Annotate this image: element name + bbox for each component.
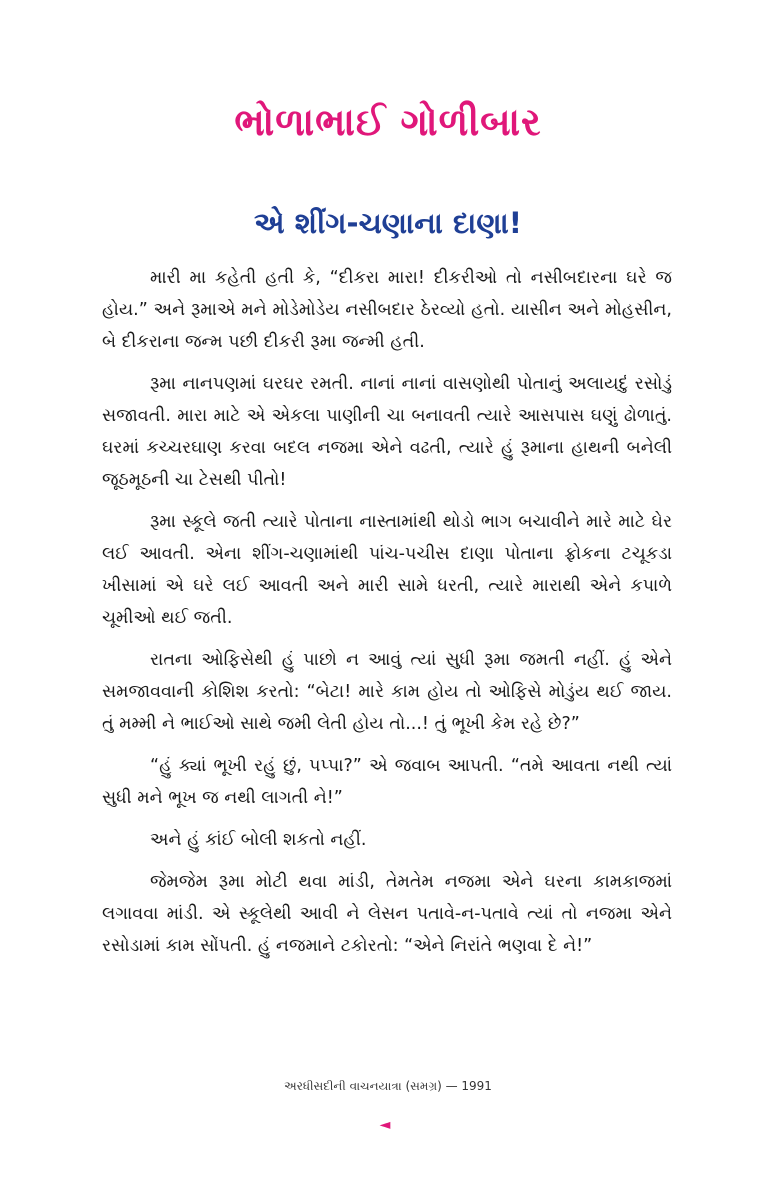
author-name: ભોળાભાઈ ગોળીબાર (234, 100, 542, 144)
story-title: એ શીંગ-ચણાના દાણા! (254, 206, 522, 240)
paragraph: મારી મા કહેતી હતી કે, “દીકરા મારા! દીકરીઓ તો નસીબદારના ઘરે જ હોય.” અને રૂમાએ મને મોડેમોડેય નસીબદાર ઠેરવ્યો હતો. યાસીન અને મોહસીન, બે દીકરાના જન્મ પછી દીકરી રૂમા જન્મી હતી. (102, 268, 672, 352)
paragraph: રૂમા સ્કૂલે જતી ત્યારે પોતાના નાસ્તામાંથી થોડો ભાગ બચાવીને મારે માટે ઘેર લઈ આવતી. એના શીંગ-ચણામાંથી પાંચ-પચીસ દાણા પોતાના ફ્રોકના ટચૂકડા ખીસામાં એ ઘરે લઈ આવતી અને મારી સામે ધરતી, ત્યારે મારાથી એને કપાળે ચૂમીઓ થઈ જતી. (102, 512, 672, 628)
page-footer: અરધીસદીની વાચનયાત્રા (સમગ્ર) — 1991 (284, 1079, 492, 1093)
paragraph: અને હું કાંઈ બોલી શકતો નહીં. (150, 830, 367, 850)
story-body (102, 262, 672, 972)
paragraph: રાતના ઓફિસેથી હું પાછો ન આવું ત્યાં સુધી રૂમા જમતી નહીં. હું એને સમજાવવાની કોશિશ કરતો: “બેટા! મારે કામ હોય તો ઓફિસે મોડુંય થઈ જાય. તું મમ્મી ને ભાઈઓ સાથે જમી લેતી હોય તો...! તું ભૂખી કેમ રહે છે?” (102, 650, 672, 734)
paragraph: જેમજેમ રૂમા મોટી થવા માંડી, તેમતેમ નજમા એને ઘરના કામકાજમાં લગાવવા માંડી. એ સ્કૂલેથી આવી ને લેસન પતાવે-ન-પતાવે ત્યાં તો નજમા એને રસોડામાં કામ સોંપતી. હું નજમાને ટકોરતો: “એને નિરાંતે ભણવા દે ને!” (102, 872, 672, 956)
paragraph: “હું ક્યાં ભૂખી રહું છું, પપ્પા?” એ જવાબ આપતી. “તમે આવતા નથી ત્યાં સુધી મને ભૂખ જ નથી લાગતી ને!” (102, 756, 672, 808)
paragraph: રૂમા નાનપણમાં ઘરઘર રમતી. નાનાં નાનાં વાસણોથી પોતાનું અલાયદું રસોડું સજાવતી. મારા માટે એ એકલા પાણીની ચા બનાવતી ત્યારે આસપાસ ઘણું ઢોળાતું. ઘરમાં કચ્ચરઘાણ કરવા બદલ નજમા એને વઢતી, ત્યારે હું રૂમાના હાથની બનેલી જૂઠમૂઠની ચા ટેસથી પીતો! (102, 374, 672, 490)
previous-page-arrow-icon[interactable]: ◄ (379, 1117, 391, 1133)
